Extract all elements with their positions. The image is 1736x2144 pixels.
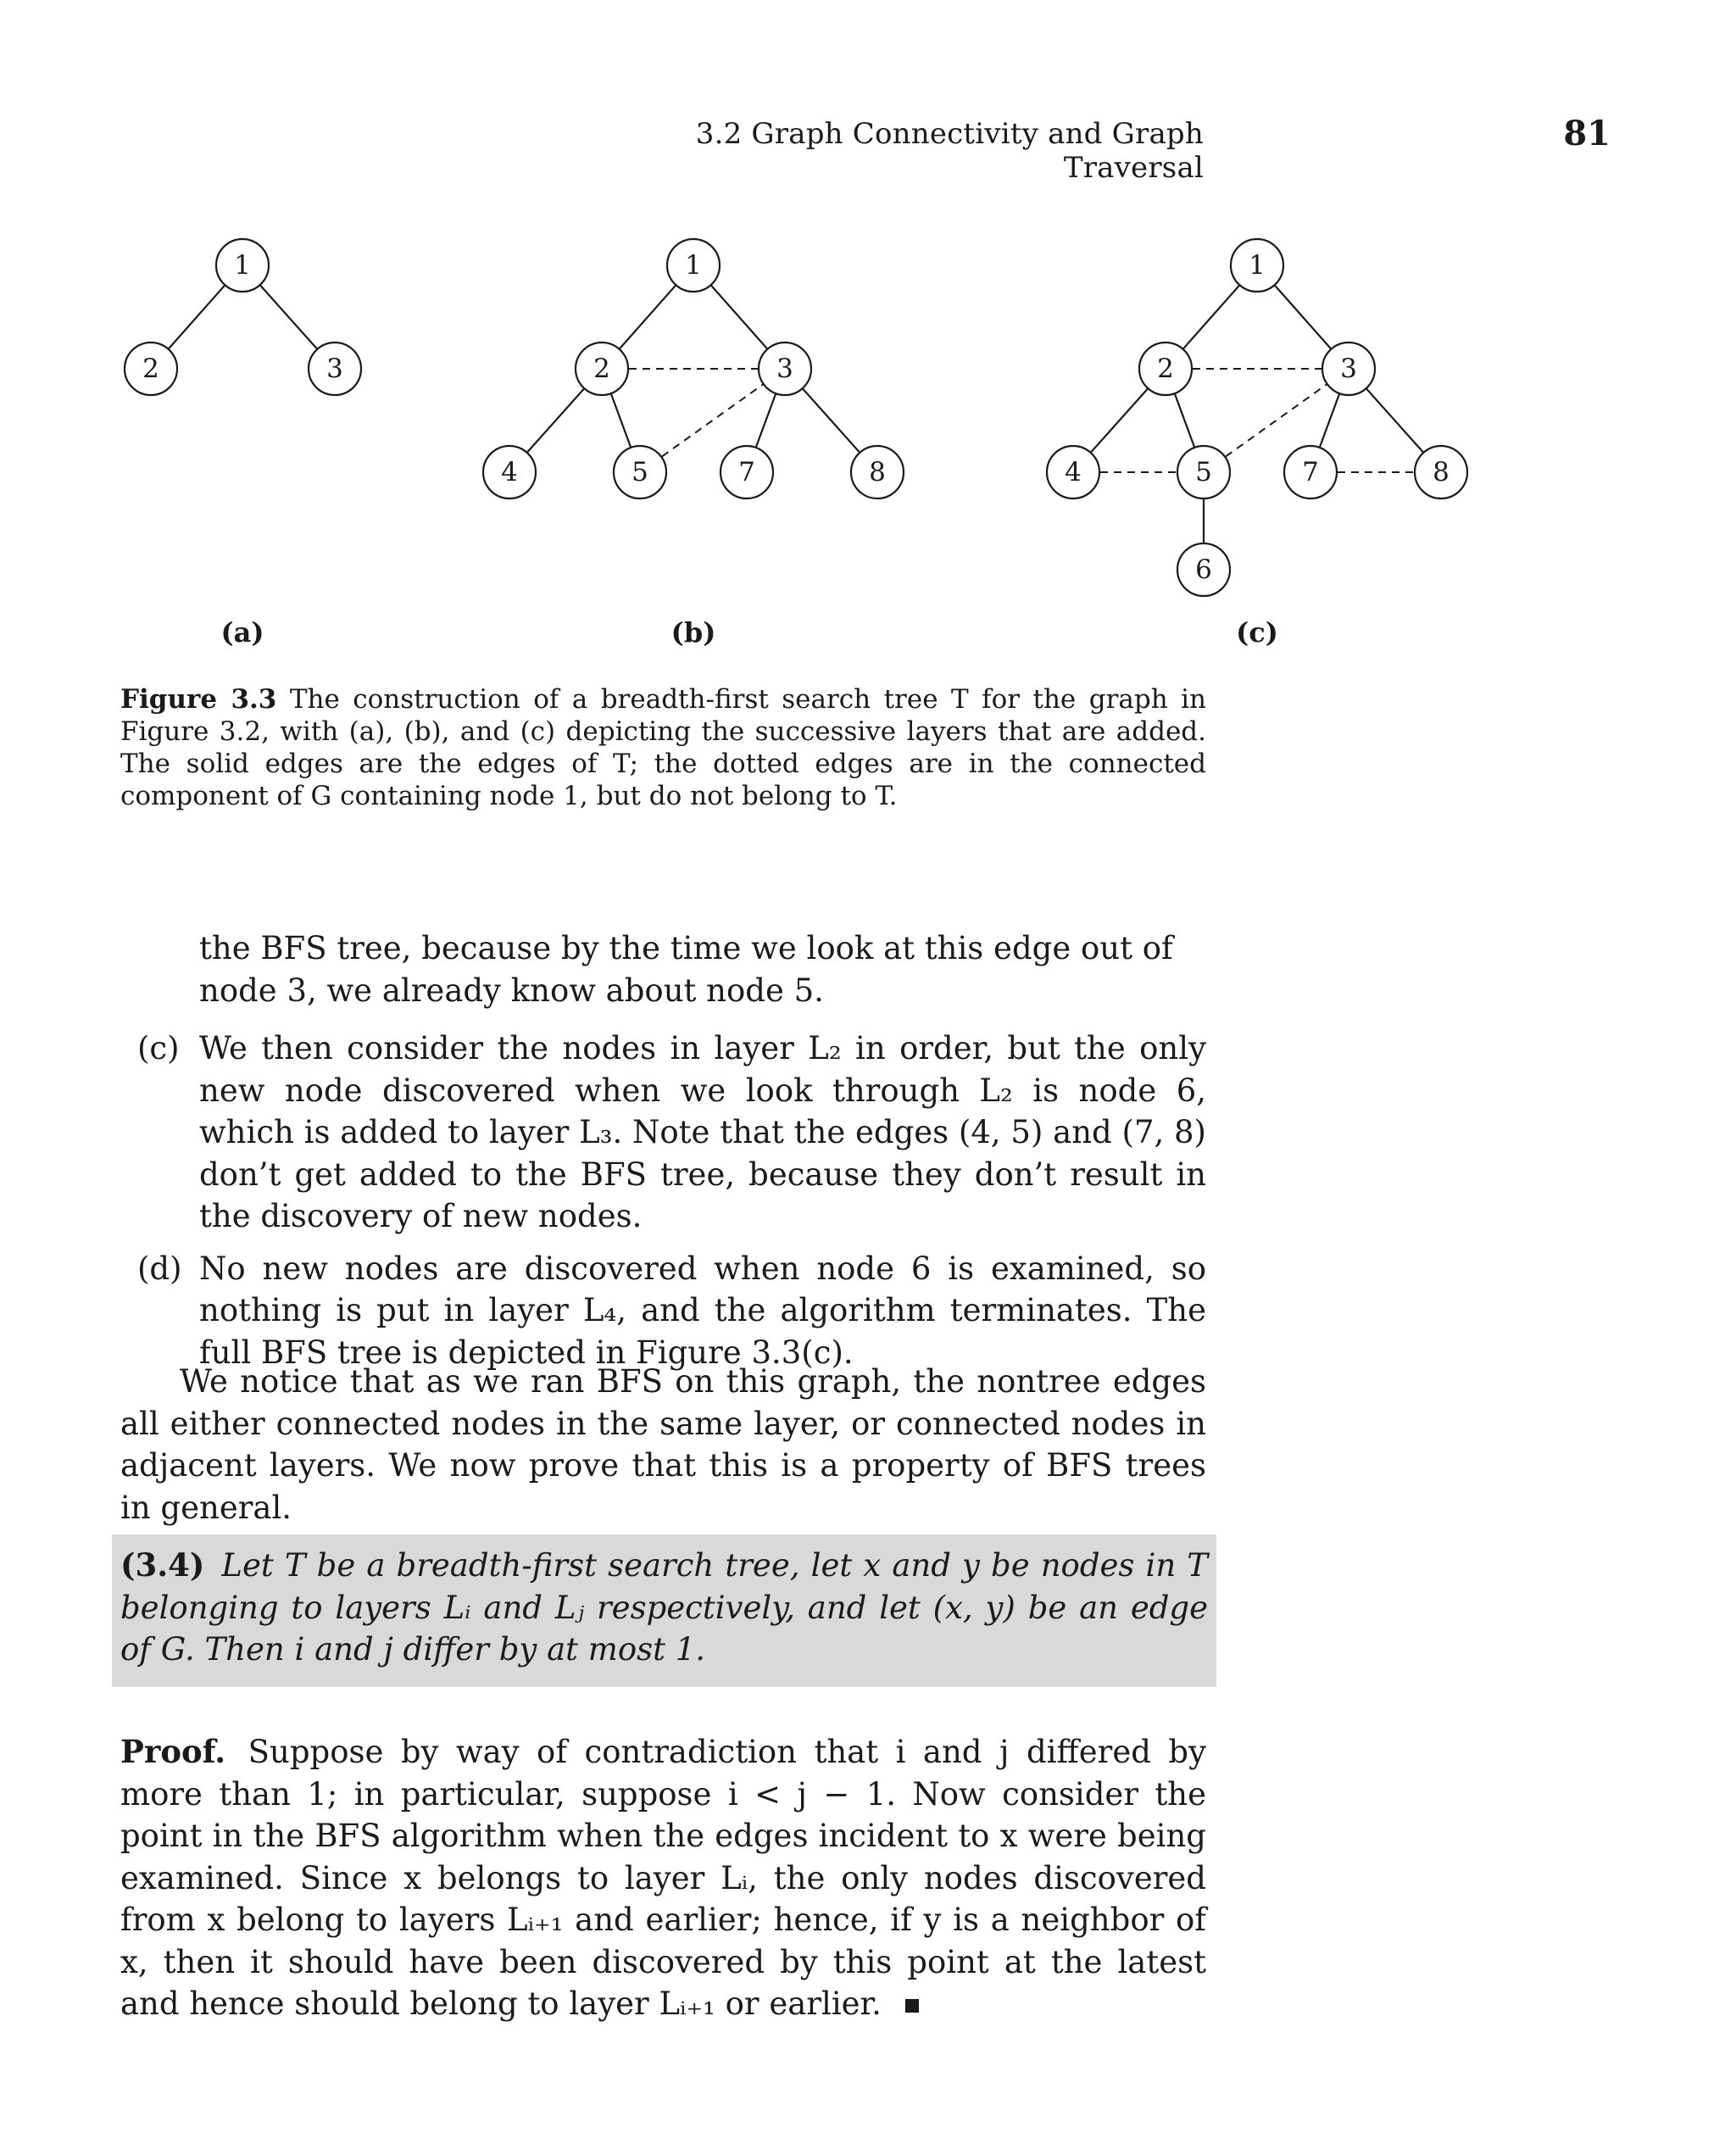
node-label-c-5: 5 xyxy=(1195,457,1212,487)
bfs-figure xyxy=(0,0,1736,678)
list-item xyxy=(120,1248,1206,1374)
list-item-text: We then consider the nodes in layer L₂ in order, but the only new node discovered when we look through L₂ is node 6, which is added to layer L₃. Note that the edges (4, 5) and (7, 8) don’t get added to the BFS tree, because they don’t result in the discovery of new nodes. xyxy=(199,1030,1206,1234)
node-label-c-1: 1 xyxy=(1249,250,1266,281)
running-head: 3.2 Graph Connectivity and Graph Traversal xyxy=(695,117,1204,185)
theorem-text: Let T be a breadth-first search tree, let x and y be nodes in T belonging to layers Lᵢ and Lⱼ respectively, and let (x, y) be an edge of G. Then i and j differ by at most 1. xyxy=(120,1547,1208,1668)
node-label-a-2: 2 xyxy=(142,354,159,384)
proof-text: Suppose by way of contradiction that i and j differed by more than 1; in particular, suppose i < j − 1. Now consider the point in the BFS algorithm when the edges incident to x were being examined. Since x belongs to layer Lᵢ, the only nodes discovered from x belong to layers Lᵢ₊₁ and earlier; hence, if y is a neighbor of x, then it should have been discovered by this point at the latest and hence should belong to layer Lᵢ₊₁ or earlier. xyxy=(120,1734,1206,2022)
body-paragraph: We notice that as we ran BFS on this graph, the nontree edges all either connected nodes in the same layer, or connected nodes in adjacent layers. We now prove that this is a property of BFS trees in general. xyxy=(120,1363,1206,1526)
proof-paragraph xyxy=(120,1731,1206,2025)
proof-label: Proof. xyxy=(120,1733,226,1770)
node-label-c-7: 7 xyxy=(1302,457,1319,487)
node-label-b-1: 1 xyxy=(685,250,702,281)
node-label-c-6: 6 xyxy=(1195,554,1212,585)
node-label-a-1: 1 xyxy=(234,250,251,281)
node-label-b-4: 4 xyxy=(501,457,518,487)
node-label-b-8: 8 xyxy=(869,457,886,487)
node-label-b-7: 7 xyxy=(738,457,755,487)
figure-caption-label: Figure 3.3 xyxy=(120,684,277,715)
panel-label-b: (b) xyxy=(670,616,716,649)
theorem-label: (3.4) xyxy=(120,1546,205,1584)
step-list xyxy=(120,1027,1206,1384)
theorem-box xyxy=(112,1534,1216,1687)
panel-label-c: (c) xyxy=(1236,616,1278,649)
node-label-c-4: 4 xyxy=(1065,457,1082,487)
node-label-c-3: 3 xyxy=(1340,354,1357,384)
node-label-a-3: 3 xyxy=(326,354,343,384)
figure-caption-text: The construction of a breadth-first search tree T for the graph in Figure 3.2, with (a), (b), and (c) depicting the successive layers that are added. The solid edges are the edges of T; the dotted edges are in the connected component of G containing node 1, but do not belong to T. xyxy=(120,684,1207,811)
node-label-b-2: 2 xyxy=(593,354,610,384)
list-item-marker: (d) xyxy=(137,1250,182,1287)
list-item-text: No new nodes are discovered when node 6 is examined, so nothing is put in layer L₄, and the algorithm terminates. The full BFS tree is depicted in Figure 3.3(c). xyxy=(199,1250,1206,1371)
list-item-marker: (c) xyxy=(137,1030,180,1066)
panel-label-a: (a) xyxy=(220,616,264,649)
node-label-b-5: 5 xyxy=(632,457,648,487)
figure-caption xyxy=(120,683,1206,812)
continuation-paragraph: the BFS tree, because by the time we look at this edge out of node 3, we already know about node 5. xyxy=(199,930,1173,1009)
page-number: 81 xyxy=(1563,114,1611,153)
node-label-b-3: 3 xyxy=(776,354,793,384)
qed-square-icon xyxy=(905,1999,919,2013)
node-label-c-2: 2 xyxy=(1157,354,1174,384)
node-label-c-8: 8 xyxy=(1433,457,1449,487)
list-item xyxy=(120,1027,1206,1238)
